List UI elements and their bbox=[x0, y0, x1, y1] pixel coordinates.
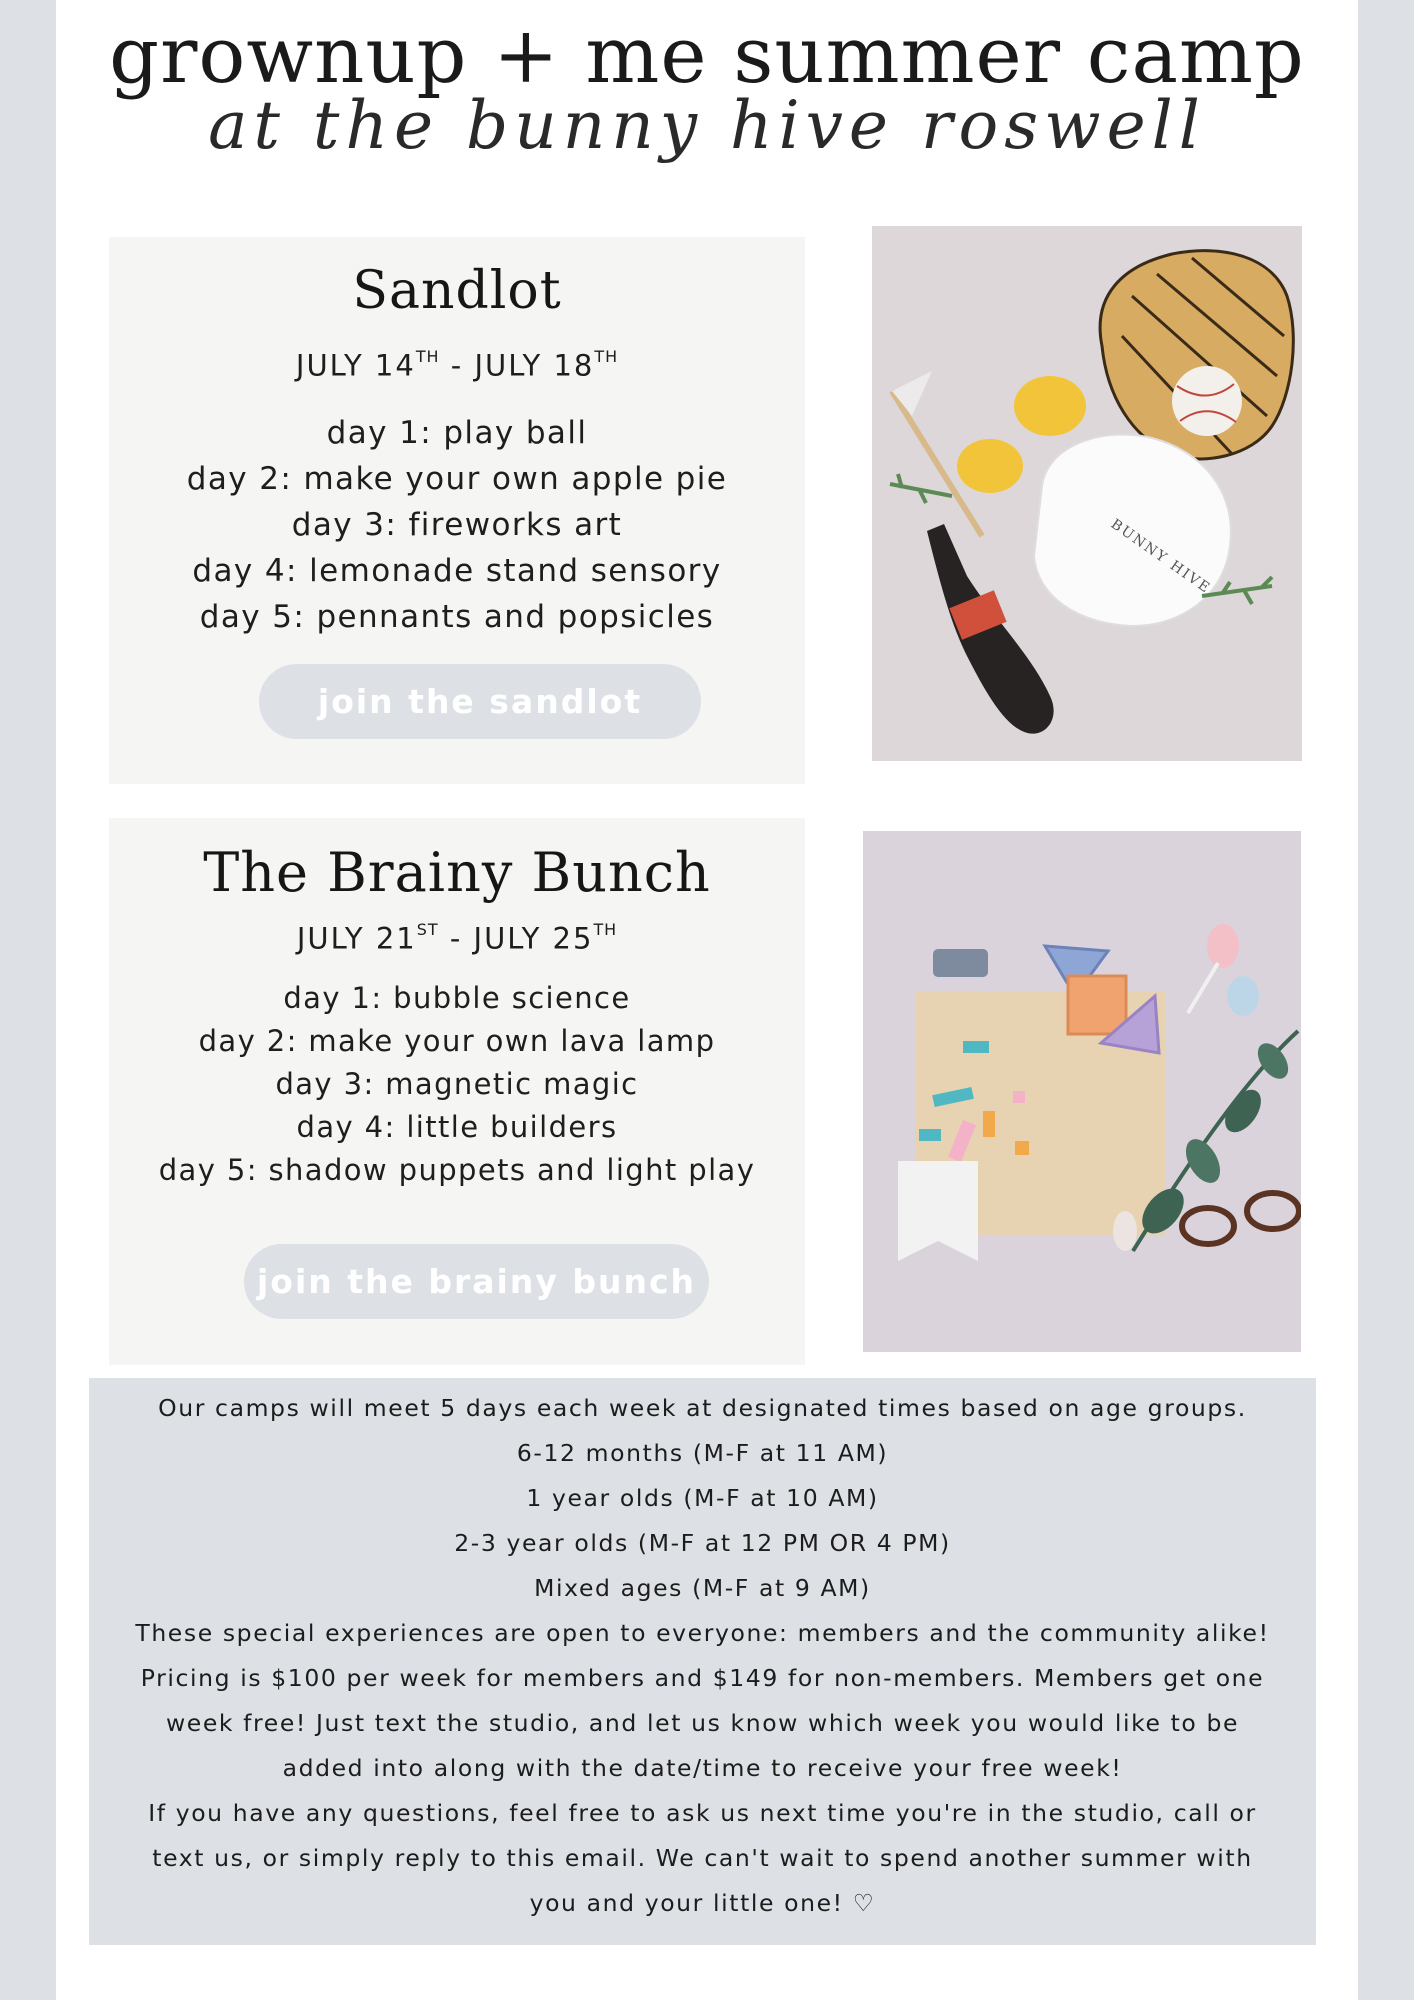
camp-title: Sandlot bbox=[352, 261, 562, 321]
baseball-icon bbox=[1172, 366, 1242, 436]
bunny-toy-icon bbox=[1113, 1211, 1137, 1251]
cap-logo-text: BUNNY HIVE bbox=[1107, 516, 1214, 598]
schedule-day: day 4: lemonade stand sensory bbox=[192, 552, 722, 589]
date-separator: - bbox=[450, 348, 464, 383]
info-line: Pricing is $100 per week for members and $149 for non-members. Members get one bbox=[140, 1664, 1265, 1692]
camp-schedule bbox=[109, 410, 805, 640]
brainy-photo-illustration bbox=[863, 831, 1301, 1352]
info-line: week free! Just text the studio, and let us know which week you would like to be bbox=[165, 1709, 1240, 1737]
brainy-bunch-photo bbox=[863, 831, 1301, 1352]
camp-schedule bbox=[109, 977, 805, 1192]
camp-dates bbox=[109, 910, 805, 959]
info-line: 2-3 year olds (M-F at 12 PM OR 4 PM) bbox=[454, 1529, 951, 1557]
date-end-suffix: TH bbox=[593, 920, 618, 939]
date-start: JULY 14 bbox=[295, 348, 416, 383]
flashlight-icon bbox=[933, 949, 988, 977]
schedule-day: day 3: fireworks art bbox=[291, 506, 623, 543]
info-line: If you have any questions, feel free to ask us next time you're in the studio, call or bbox=[148, 1799, 1257, 1827]
sandlot-photo-illustration bbox=[872, 226, 1302, 761]
date-end: JULY 18 bbox=[474, 348, 595, 383]
page-subtitle: at the bunny hive roswell bbox=[208, 87, 1206, 164]
schedule-day: day 3: magnetic magic bbox=[275, 1066, 639, 1101]
info-line: you and your little one! ♡ bbox=[529, 1889, 876, 1917]
schedule-day: day 2: make your own apple pie bbox=[186, 460, 728, 497]
page-title: grownup + me summer camp bbox=[109, 11, 1305, 101]
sandlot-photo bbox=[872, 226, 1302, 761]
date-start: JULY 21 bbox=[296, 921, 417, 956]
camp-card-brainy-bunch bbox=[109, 818, 805, 1365]
schedule-day: day 5: shadow puppets and light play bbox=[158, 1152, 756, 1187]
date-end: JULY 25 bbox=[473, 921, 594, 956]
camp-info-panel bbox=[89, 1378, 1316, 1945]
info-line: Our camps will meet 5 days each week at designated times based on age groups. bbox=[158, 1394, 1247, 1422]
schedule-day: day 1: bubble science bbox=[283, 980, 631, 1015]
email-page bbox=[56, 0, 1358, 2000]
info-line: These special experiences are open to everyone: members and the community alike! bbox=[135, 1619, 1270, 1647]
schedule-day: day 4: little builders bbox=[296, 1109, 618, 1144]
join-brainy-bunch-button[interactable]: join the brainy bunch bbox=[244, 1244, 709, 1319]
date-end-suffix: TH bbox=[594, 347, 619, 366]
info-line: added into along with the date/time to receive your free week! bbox=[282, 1754, 1123, 1782]
info-line: 6-12 months (M-F at 11 AM) bbox=[516, 1439, 889, 1467]
schedule-day: day 1: play ball bbox=[326, 414, 588, 451]
date-start-suffix: ST bbox=[416, 920, 439, 939]
date-start-suffix: TH bbox=[415, 347, 440, 366]
camp-card-sandlot bbox=[109, 237, 805, 784]
camp-dates bbox=[109, 337, 805, 386]
info-line: Mixed ages (M-F at 9 AM) bbox=[534, 1574, 871, 1602]
camp-title: The Brainy Bunch bbox=[203, 841, 711, 904]
schedule-day: day 5: pennants and popsicles bbox=[199, 598, 715, 635]
schedule-day: day 2: make your own lava lamp bbox=[198, 1023, 716, 1058]
info-line: text us, or simply reply to this email. We can't wait to spend another summer with bbox=[152, 1844, 1253, 1872]
info-line: 1 year olds (M-F at 10 AM) bbox=[526, 1484, 879, 1512]
date-separator: - bbox=[449, 921, 463, 956]
join-sandlot-button[interactable]: join the sandlot bbox=[259, 664, 701, 739]
cap-icon bbox=[1034, 435, 1231, 626]
